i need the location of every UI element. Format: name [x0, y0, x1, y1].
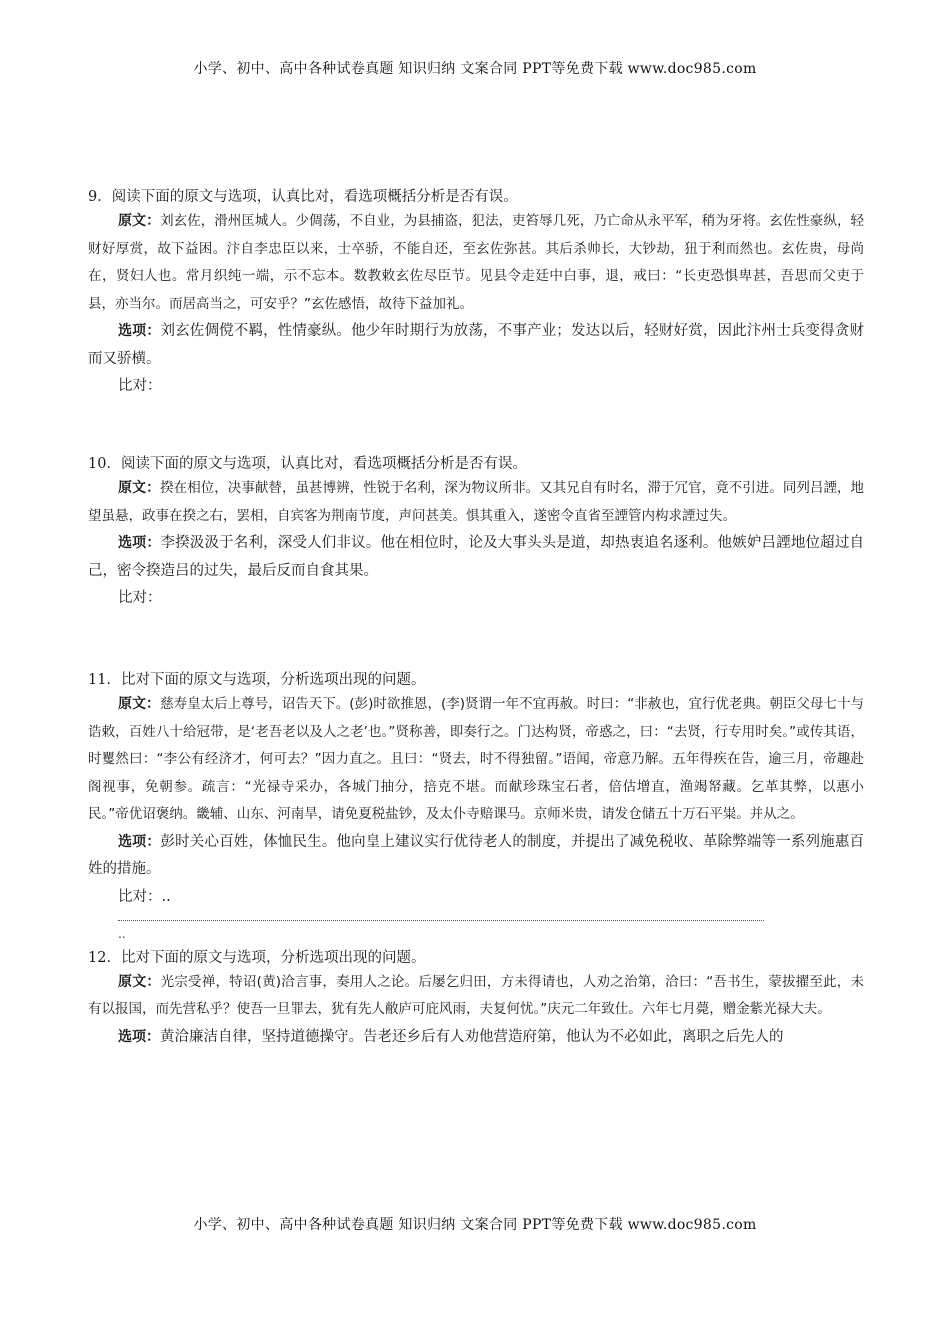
question-9-original-text: [88, 208, 864, 318]
option-text: 彭时关心百姓，体恤民生。他向皇上建议实行优待老人的制度，并提出了减免税收、革除弊端等一系列施惠百姓的措施。: [88, 833, 864, 877]
question-11-title: 11．比对下面的原文与选项，分析选项出现的问题。: [88, 672, 426, 688]
compare-label: 比对：: [118, 888, 162, 905]
question-9-option: [88, 318, 864, 373]
question-9-title: 9．阅读下面的原文与选项，认真比对，看选项概括分析是否有误。: [88, 189, 518, 205]
question-11-original-text: [88, 691, 864, 829]
option-text: 黄洽廉洁自律，坚持道德操守。告老还乡后有人劝他营造府第，他认为不必如此，离职之后先人的: [160, 1028, 784, 1045]
question-11: [88, 669, 864, 941]
option-text: 李揆汲汲于名利，深受人们非议。他在相位时，论及大事头头是道，却热衷追名逐利。他嫉妒吕諲地位超过自己，密令揆造吕的过失，最后反而自食其果。: [88, 535, 864, 579]
question-10-compare: 比对：: [118, 590, 162, 606]
original-label: 原文：: [118, 973, 161, 990]
original-text: 揆在相位，决事献替，虽甚博辨，性锐于名利，深为物议所非。又其兄自有时名，滞于冗官，竟不引进。同列吕諲，地望虽悬，政事在揆之右，罢相，自宾客为荆南节度，声问甚美。惧其重入，遂密令直省至諲管内构求諲过失。: [88, 480, 865, 524]
after-rule-mark: ..: [118, 926, 126, 941]
question-10: [88, 453, 864, 611]
question-9: [88, 186, 864, 399]
original-text: 慈寿皇太后上尊号，诏告天下。(彭)时欲推恩，(李)贤谓一年不宜再赦。时曰：“非赦也，宜行优老典。朝臣父母七十与诰敕，百姓八十给冠带，是‘老吾老以及人之老’也。”贤称善，即奏行之。门达构贤，帝惑之，曰：“去贤，行专用时矣。”或传其语，时矍然曰：“李公有经济才，何可去？”因力直之。且曰：“贤去，时不得独留。”语闻，帝意乃解。五年得疾在告，逾三月，帝趣赴阁视事，免朝参。疏言：“光禄寺采办，各城门抽分，掊克不堪。而献珍珠宝石者，倍估增直，渔竭帑藏。乞革其弊，以惠小民。”帝优诏褒纳。畿辅、山东、河南旱，请免夏税盐钞，及太仆寺赔课马。京师米贵，请发仓储五十万石平粜。并从之。: [88, 696, 865, 822]
question-12-original-text: [88, 969, 864, 1024]
compare-tail: ..: [161, 888, 171, 905]
original-text: 光宗受禅，特诏(黄)洽言事，奏用人之论。后屡乞归田，方未得请也，人劝之治第，洽曰：“吾书生，蒙拔擢至此，未有以报国，而先营私乎？使吾一旦罪去，犹有先人敝庐可庇风雨，夫复何忧。”庆元二年致仕。六年七月薨，赠金紫光禄大夫。: [88, 973, 865, 1017]
page-footer: 小学、初中、高中各种试卷真题 知识归纳 文案合同 PPT等免费下载 www.doc985.com: [193, 1217, 757, 1233]
original-text: 刘玄佐，滑州匡城人。少倜荡，不自业，为县捕盗，犯法，吏笞辱几死，乃亡命从永平军，稍为牙将。玄佐性豪纵，轻财好厚赏，故下益困。汴自李忠臣以来，士卒骄，不能自还，至玄佐弥甚。其后杀帅长，大钞劫，狃于利而然也。玄佐贵，母尚在，贤妇人也。常月织纯一端，示不忘本。数教敕玄佐尽臣节。见县令走廷中白事，退，戒曰：“长吏恐惧卑甚，吾思而父吏于县，亦当尔。而居高当之，可安乎？”玄佐感悟，故待下益加礼。: [88, 213, 865, 312]
original-label: 原文：: [118, 480, 161, 496]
option-label: 选项：: [118, 833, 161, 850]
original-label: 原文：: [118, 213, 161, 229]
option-label: 选项：: [118, 535, 161, 551]
answer-rule-line: [118, 920, 764, 921]
option-text: 刘玄佐倜傥不羁，性情豪纵。他少年时期行为放荡，不事产业；发达以后，轻财好赏，因此汴州士兵变得贪财而又骄横。: [88, 323, 864, 367]
question-11-option: [88, 829, 864, 884]
question-9-compare: 比对：: [118, 378, 162, 394]
question-11-compare: [88, 884, 864, 910]
option-label: 选项：: [118, 1028, 160, 1045]
question-10-title: 10．阅读下面的原文与选项，认真比对，看选项概括分析是否有误。: [88, 456, 527, 472]
question-12-option: [88, 1024, 864, 1052]
option-label: 选项：: [118, 323, 161, 339]
document-body: [88, 186, 864, 1051]
question-12: [88, 947, 864, 1052]
question-10-original-text: [88, 475, 864, 530]
page-header: 小学、初中、高中各种试卷真题 知识归纳 文案合同 PPT等免费下载 www.doc985.com: [193, 61, 757, 77]
question-12-title: 12．比对下面的原文与选项，分析选项出现的问题。: [88, 949, 426, 966]
original-label: 原文：: [118, 696, 161, 712]
question-10-option: [88, 530, 864, 585]
